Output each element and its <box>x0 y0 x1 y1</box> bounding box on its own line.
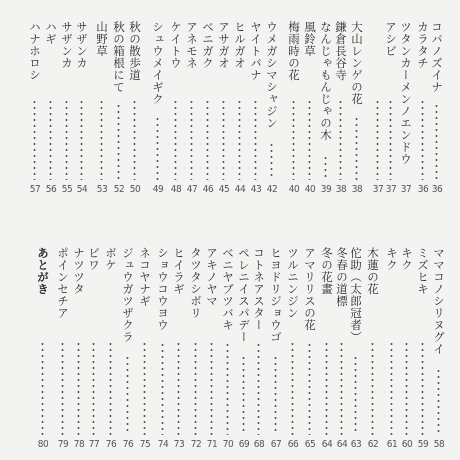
page-number: 79 <box>57 439 69 450</box>
toc-entry-title: ツルニンジン <box>286 247 300 319</box>
toc-entry-title: アサガオ <box>217 21 231 69</box>
toc-entry[interactable] <box>55 247 70 451</box>
toc-entry-title: カラタチ <box>416 21 430 69</box>
page-number: 71 <box>206 439 218 450</box>
toc-entry[interactable] <box>137 247 152 451</box>
toc-entry[interactable] <box>150 21 165 196</box>
toc-entry[interactable] <box>35 247 50 451</box>
toc-entry[interactable] <box>74 21 89 196</box>
page-number: 36 <box>431 184 443 195</box>
dot-leader <box>194 341 197 435</box>
toc-entry[interactable] <box>318 21 333 196</box>
toc-entry-title: コトネアスター <box>252 247 266 331</box>
dot-leader <box>376 99 379 180</box>
page-number: 54 <box>76 184 88 195</box>
toc-entry[interactable] <box>71 247 86 451</box>
toc-entry[interactable] <box>384 247 399 451</box>
page-number: 53 <box>96 184 108 195</box>
toc-entry-title: なんじゃもんじゃの木 <box>319 21 333 141</box>
dot-leader <box>226 342 229 435</box>
toc-entry[interactable] <box>236 247 251 451</box>
toc-entry[interactable] <box>204 247 219 451</box>
page-number: 45 <box>218 184 230 195</box>
toc-entry-title: キク <box>385 247 399 271</box>
page-number: 66 <box>287 439 299 450</box>
dot-leader <box>437 368 440 435</box>
toc-entry[interactable] <box>383 21 398 196</box>
page-number: 72 <box>190 439 202 450</box>
toc-entry-title: コバノズイナ <box>430 21 444 93</box>
page-number: 57 <box>29 184 41 195</box>
dot-leader <box>324 155 327 180</box>
toc-entry-title: 鎌倉長谷寺 <box>334 21 348 81</box>
dot-leader <box>190 99 193 180</box>
toc-entry-title: アシビ <box>384 21 398 57</box>
dot-leader <box>77 341 80 435</box>
page-number: 67 <box>270 439 282 450</box>
dot-leader <box>340 341 343 435</box>
page-number: 49 <box>152 184 164 195</box>
page-number: 78 <box>73 439 85 450</box>
toc-entry[interactable] <box>399 247 414 451</box>
page-number: 42 <box>266 184 278 195</box>
page-number: 58 <box>433 439 445 450</box>
dot-leader <box>206 99 209 180</box>
dot-leader <box>238 99 241 180</box>
toc-entry-title: ベニヤブツバキ <box>221 247 235 331</box>
dot-leader <box>354 355 357 435</box>
page-number: 63 <box>350 439 362 450</box>
dot-leader <box>308 342 311 435</box>
toc-entry[interactable] <box>333 21 348 196</box>
page-number: 40 <box>288 184 300 195</box>
toc-entry[interactable] <box>349 21 364 196</box>
toc-entry-title: ヒルガオ <box>233 21 247 69</box>
page-number: 56 <box>45 184 57 195</box>
toc-entry-title: シュウメイギク <box>151 21 165 105</box>
toc-entry-title: 風鈴草 <box>303 21 317 57</box>
toc-entry-title: ハナホロシ <box>28 21 42 81</box>
dot-leader <box>291 341 294 435</box>
toc-entry[interactable] <box>429 21 444 196</box>
toc-entry[interactable] <box>248 21 263 196</box>
toc-entry-title: 山野草 <box>95 21 109 57</box>
toc-entry[interactable] <box>43 21 58 196</box>
dot-leader <box>80 99 83 180</box>
dot-leader <box>92 341 95 435</box>
page-number: 38 <box>351 184 363 195</box>
toc-entry[interactable] <box>168 21 183 196</box>
dot-leader <box>65 99 68 180</box>
toc-entry-title: 秋の散歩道 <box>128 21 142 81</box>
toc-entry[interactable] <box>348 247 363 451</box>
toc-entry-title: ケイトウ <box>169 21 183 69</box>
toc-entry-title: ママコノシリヌグイ <box>432 247 446 355</box>
toc-entry[interactable] <box>200 21 215 196</box>
toc-entry[interactable] <box>111 21 126 196</box>
toc-entry-title: ヤイトバナ <box>249 21 263 81</box>
page-number: 55 <box>61 184 73 195</box>
toc-entry-title: キク <box>400 247 414 271</box>
page-number: 43 <box>250 184 262 195</box>
toc-entry[interactable] <box>370 21 385 196</box>
toc-entry-title: アキノヤマ <box>205 247 219 307</box>
toc-entry[interactable] <box>184 21 199 196</box>
toc-entry[interactable] <box>398 21 413 196</box>
toc-entry-title: ジュウガツザクラ <box>121 247 135 343</box>
toc-entry[interactable] <box>103 247 118 451</box>
toc-entry-title: サザンカ <box>75 21 89 69</box>
page-number: 76 <box>122 439 134 450</box>
dot-leader <box>339 99 342 180</box>
page-number: 47 <box>186 184 198 195</box>
dot-leader <box>161 342 164 435</box>
page-number: 77 <box>88 439 100 450</box>
toc-entry[interactable] <box>285 247 300 451</box>
page-number: 37 <box>385 184 397 195</box>
dot-leader <box>126 355 129 435</box>
dot-leader <box>222 99 225 180</box>
toc-entry-title: アネモネ <box>185 21 199 69</box>
toc-entry-title: ナツツタ <box>72 247 86 295</box>
dot-leader <box>270 142 273 180</box>
page-number: 69 <box>238 439 250 450</box>
dot-leader <box>174 99 177 180</box>
dot-leader <box>210 341 213 435</box>
toc-entry[interactable] <box>94 21 109 196</box>
toc-entry-title: ハギ <box>44 21 58 45</box>
toc-entry[interactable] <box>334 247 349 451</box>
toc-entry[interactable] <box>319 247 334 451</box>
page-number: 44 <box>234 184 246 195</box>
toc-entry[interactable] <box>302 21 317 196</box>
dot-leader <box>389 99 392 180</box>
dot-leader <box>156 116 159 180</box>
page-number: 74 <box>157 439 169 450</box>
page-number: 70 <box>222 439 234 450</box>
toc-entry[interactable] <box>216 21 231 196</box>
dot-leader <box>177 341 180 435</box>
toc-entry[interactable] <box>188 247 203 451</box>
toc-entry[interactable] <box>59 21 74 196</box>
dot-leader <box>257 342 260 435</box>
page-number: 48 <box>170 184 182 195</box>
toc-entry-title: 梅雨時の花 <box>287 21 301 81</box>
page-number: 60 <box>401 439 413 450</box>
toc-entry-title: ポインセチア <box>56 247 70 319</box>
page-number: 52 <box>113 184 125 195</box>
toc-entry[interactable] <box>415 247 430 451</box>
dot-leader <box>117 103 120 180</box>
toc-entry-title: ベニガク <box>201 21 215 69</box>
page-number: 75 <box>139 439 151 450</box>
page-number: 36 <box>417 184 429 195</box>
toc-entry-title: ボケ <box>104 247 118 271</box>
toc-entry[interactable] <box>431 247 446 451</box>
dot-leader <box>33 99 36 180</box>
page-number: 59 <box>417 439 429 450</box>
toc-entry-title: ヒイラギ <box>172 247 186 295</box>
page-number: 68 <box>253 439 265 450</box>
dot-leader <box>242 355 245 435</box>
toc-entry[interactable] <box>268 247 283 451</box>
dot-leader <box>355 116 358 180</box>
dot-leader <box>435 103 438 180</box>
page-number: 64 <box>336 439 348 450</box>
page-number: 61 <box>386 439 398 450</box>
toc-entry[interactable] <box>232 21 247 196</box>
dot-leader <box>292 99 295 180</box>
page-number: 38 <box>335 184 347 195</box>
page-number: 37 <box>372 184 384 195</box>
page-number: 62 <box>367 439 379 450</box>
toc-entry-title: 佗助（太郎冠者） <box>349 247 363 343</box>
page-number: 64 <box>321 439 333 450</box>
toc-entry-title: ネコヤナギ <box>138 247 152 307</box>
toc-entry-title: アマリリスの花 <box>303 247 317 331</box>
toc-entry-title: 秋の箱根にて <box>112 21 126 93</box>
toc-entry-title: あとがき <box>36 247 50 295</box>
toc-entry-title: 冬の花畫 <box>320 247 334 295</box>
dot-leader <box>421 99 424 180</box>
toc-entry-title: ショウコウヨウ <box>156 247 170 331</box>
dot-leader <box>100 99 103 180</box>
toc-entry-title: ミズヒキ <box>416 247 430 295</box>
toc-entry[interactable] <box>365 247 380 451</box>
page-number: 50 <box>129 184 141 195</box>
toc-entry[interactable] <box>155 247 170 451</box>
dot-leader <box>133 99 136 180</box>
toc-entry[interactable] <box>27 21 42 196</box>
toc-entry-title: サザンカ <box>60 21 74 69</box>
dot-leader <box>109 341 112 435</box>
toc-entry[interactable] <box>286 21 301 196</box>
page-number: 76 <box>105 439 117 450</box>
toc-entry-title: ビワ <box>87 247 101 271</box>
toc-entry-title: ペレニイスパデー <box>237 247 251 343</box>
toc-entry[interactable] <box>251 247 266 451</box>
page-number: 65 <box>304 439 316 450</box>
page-number: 73 <box>173 439 185 450</box>
page-number: 80 <box>37 439 49 450</box>
dot-leader <box>371 341 374 435</box>
toc-entry-title: タツタシボリ <box>189 247 203 319</box>
page-number: 46 <box>202 184 214 195</box>
dot-leader <box>274 355 277 435</box>
page-number: 37 <box>400 184 412 195</box>
toc-entry-title: ツタンカーメンノエンドウ <box>399 21 413 165</box>
dot-leader <box>49 99 52 180</box>
toc-entry-title: 冬春の道標 <box>335 247 349 307</box>
dot-leader <box>421 341 424 435</box>
dot-leader <box>405 341 408 435</box>
page-number: 40 <box>304 184 316 195</box>
toc-entry-title: 木蓮の花 <box>366 247 380 295</box>
page-number: 39 <box>320 184 332 195</box>
toc-entry[interactable] <box>86 247 101 451</box>
dot-leader <box>41 341 44 435</box>
toc-entry-title: 大山レンゲの花 <box>350 21 364 105</box>
toc-entry[interactable] <box>302 247 317 451</box>
toc-entry[interactable] <box>415 21 430 196</box>
toc-entry[interactable] <box>220 247 235 451</box>
dot-leader <box>390 341 393 435</box>
toc-entry[interactable] <box>127 21 142 196</box>
toc-entry[interactable] <box>171 247 186 451</box>
toc-entry[interactable] <box>264 21 279 196</box>
dot-leader <box>143 341 146 435</box>
dot-leader <box>325 341 328 435</box>
dot-leader <box>61 341 64 435</box>
toc-entry[interactable] <box>120 247 135 451</box>
dot-leader <box>308 99 311 180</box>
dot-leader <box>254 99 257 180</box>
toc-entry-title: ウメガシマシャジン <box>265 21 279 129</box>
toc-entry-title: ヒヨドリジョウゴ <box>269 247 283 343</box>
